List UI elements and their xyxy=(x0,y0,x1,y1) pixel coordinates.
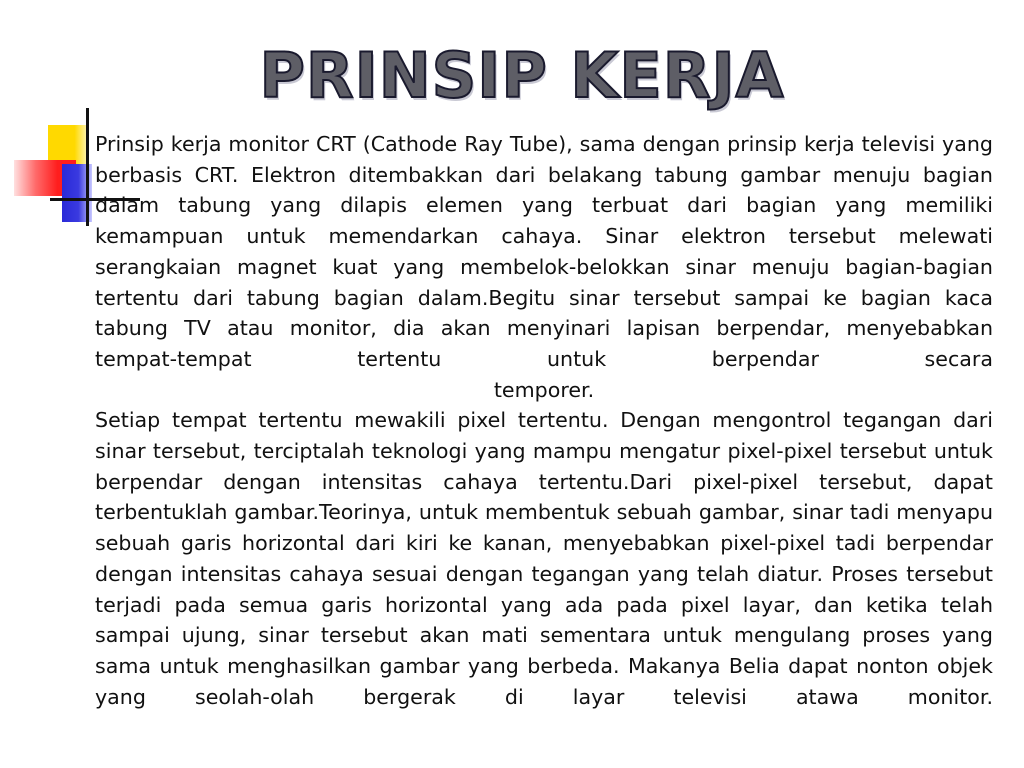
paragraph-1-text: Prinsip kerja monitor CRT (Cathode Ray Tube), sama dengan prinsip kerja televisi yang berbasis CRT. Elektron ditembakkan dari belakang tabung gambar menuju bagian dalam tabung yang dilapis elemen yang terbuat dari bagian yang memiliki kemampuan untuk memendarkan cahaya. Sinar elektron tersebut melewati serangkaian magnet kuat yang membelok-belokkan sinar menuju bagian-bagian tertentu dari tabung bagian dalam.Begitu sinar tersebut sampai ke bagian kaca tabung TV atau monitor, dia akan menyinari lapisan berpendar, menyebabkan tempat-tempat tertentu untuk berpendar secara xyxy=(95,132,993,371)
decorative-vertical-line xyxy=(86,108,89,226)
decorative-yellow-square xyxy=(48,125,86,165)
slide-title: PRINSIP KERJA xyxy=(259,39,785,112)
slide-body xyxy=(95,129,993,712)
paragraph-1 xyxy=(95,129,993,375)
paragraph-2: Setiap tempat tertentu mewakili pixel tertentu. Dengan mengontrol tegangan dari sinar tersebut, terciptalah teknologi yang mampu mengatur pixel-pixel tersebut untuk berpendar dengan intensitas cahaya tertentu.Dari pixel-pixel tersebut, dapat terbentuklah gambar.Teorinya, untuk membentuk sebuah gambar, sinar tadi menyapu sebuah garis horizontal dari kiri ke kanan, menyebabkan pixel-pixel tadi berpendar dengan intensitas cahaya sesuai dengan tegangan yang telah diatur. Proses tersebut terjadi pada semua garis horizontal yang ada pada pixel layar, dan ketika telah sampai ujung, sinar tersebut akan mati sementara untuk mengulang proses yang sama untuk menghasilkan gambar yang berbeda. Makanya Belia dapat nonton objek yang seolah-olah bergerak di layar televisi atawa monitor. xyxy=(95,408,993,709)
paragraph-1-last-word: temporer. xyxy=(493,377,595,402)
